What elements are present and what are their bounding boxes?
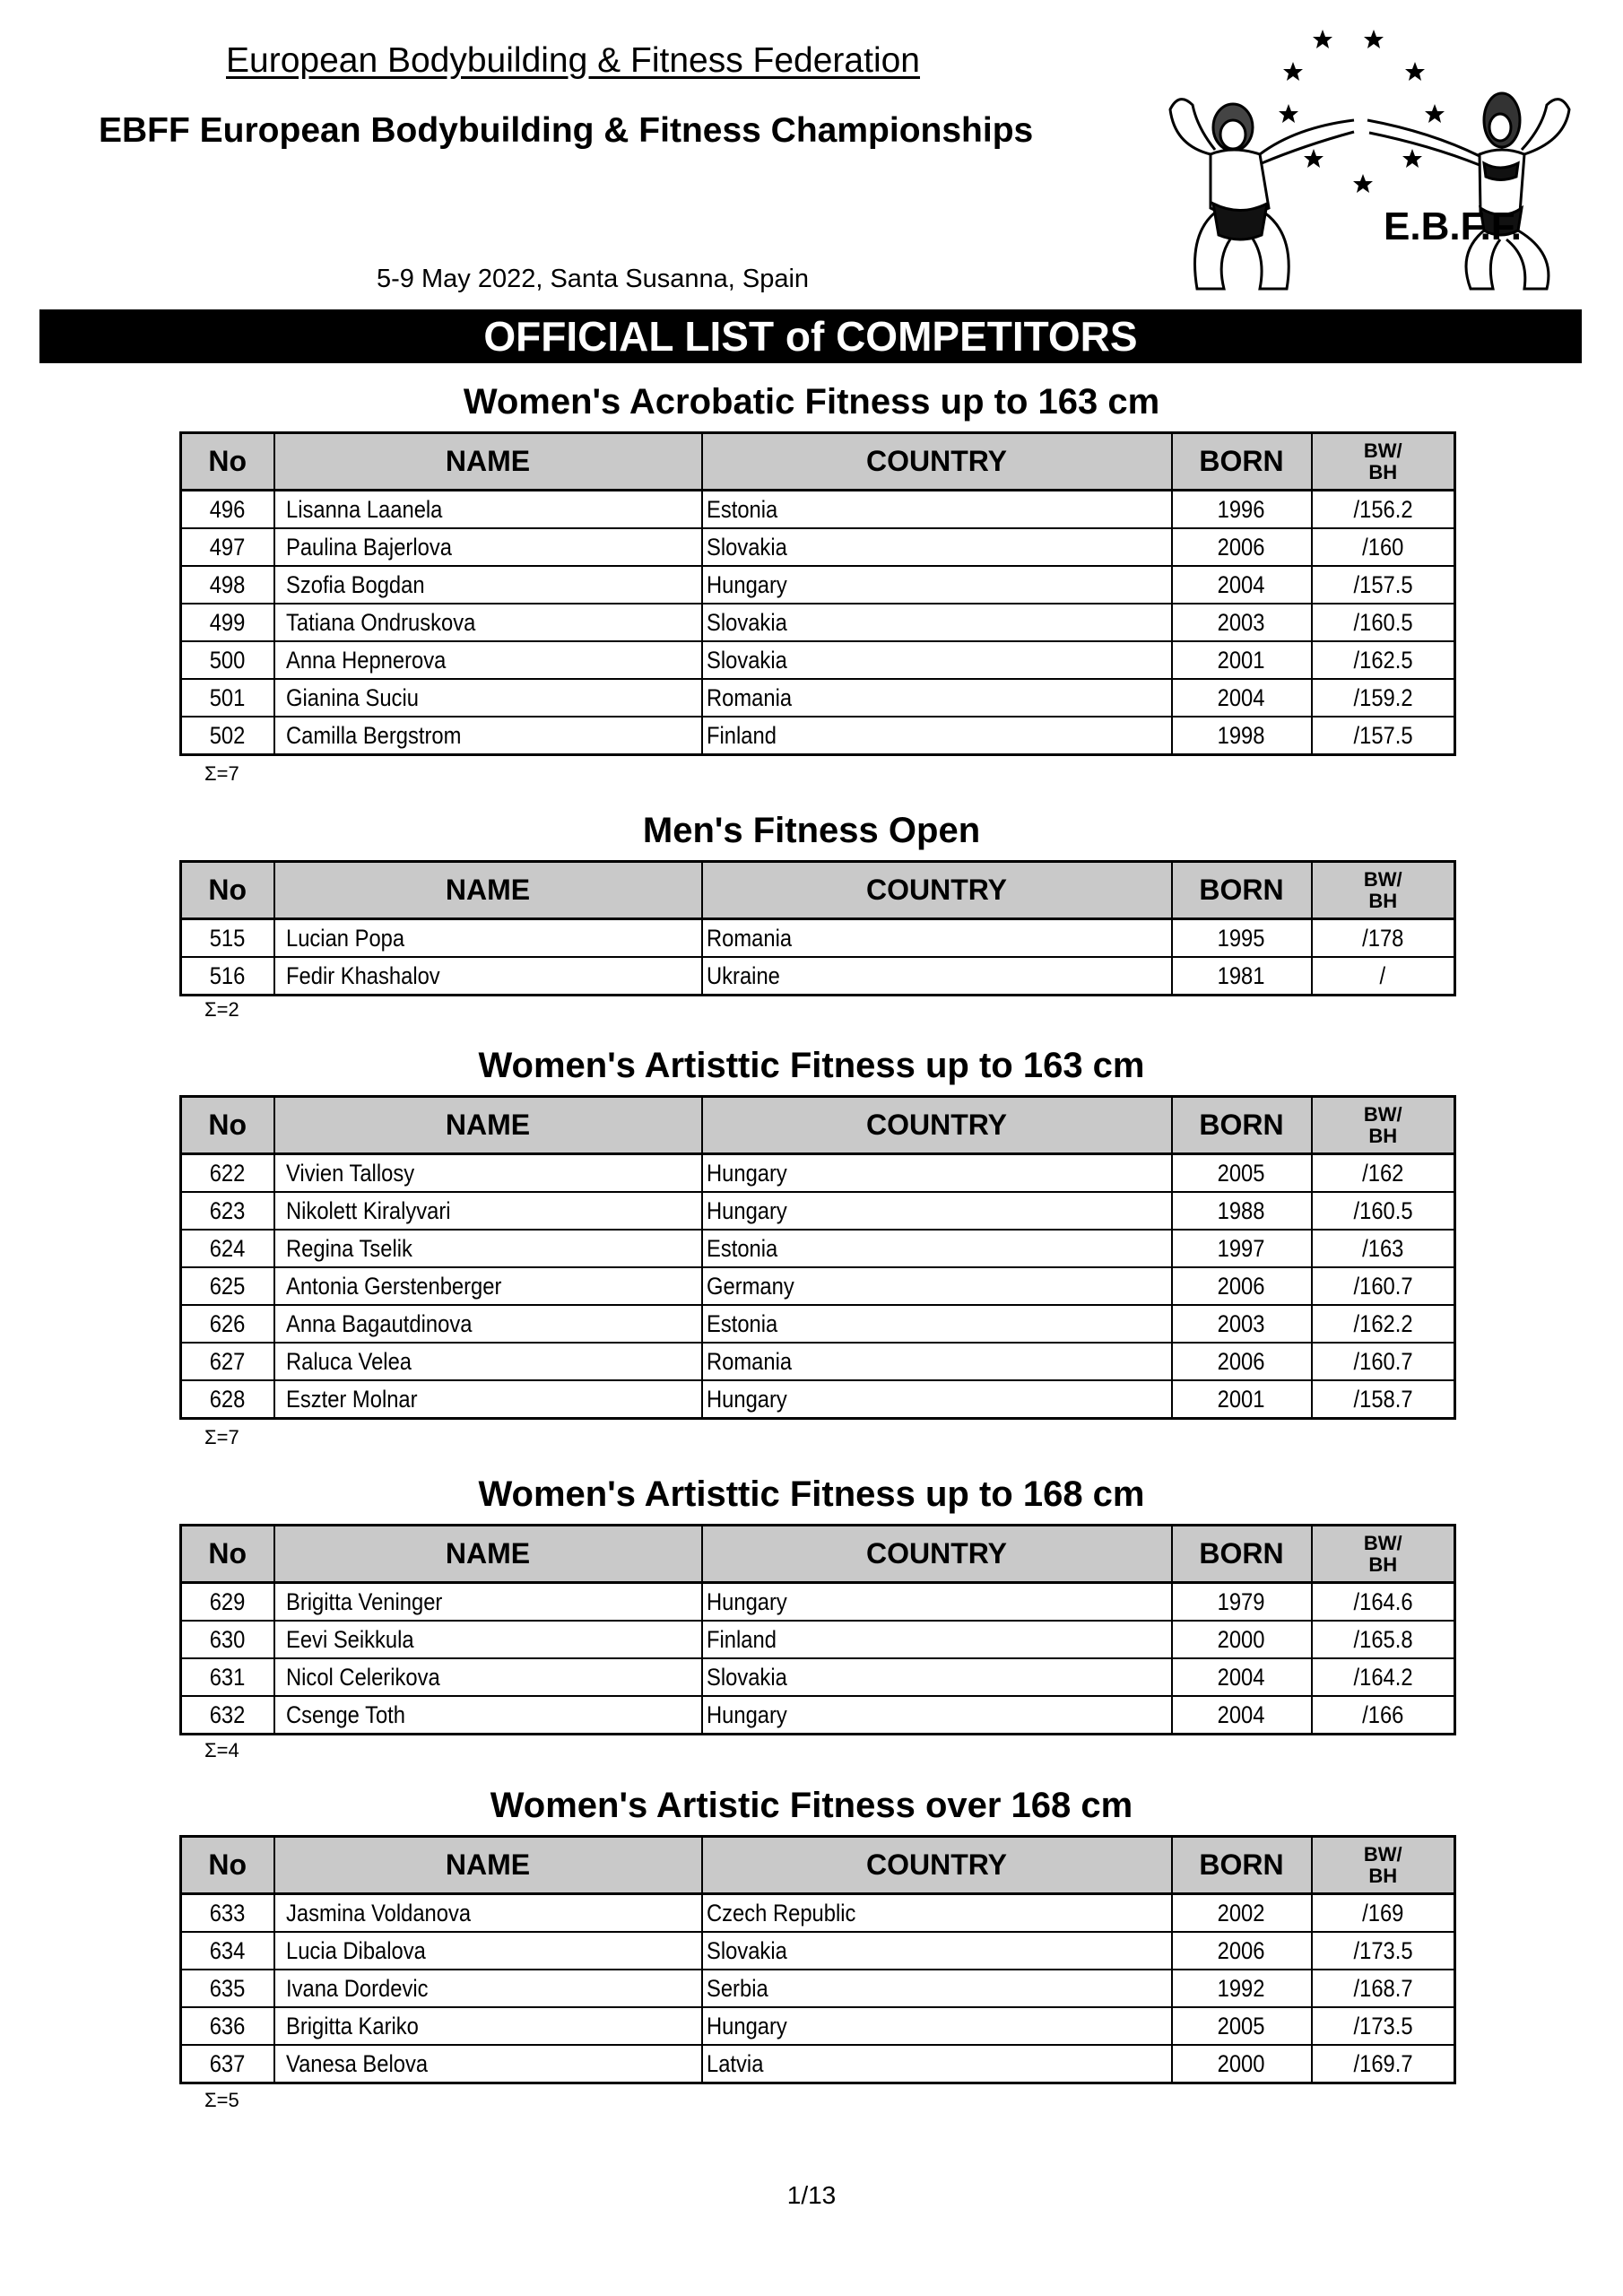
competitor-born: 2001 bbox=[1172, 641, 1312, 679]
official-list-banner: OFFICIAL LIST of COMPETITORS bbox=[39, 309, 1582, 363]
competitor-country: Hungary bbox=[702, 1380, 1172, 1419]
competitor-table bbox=[179, 1835, 1456, 2084]
competitor-bw-bh: /173.5 bbox=[1312, 1932, 1455, 1970]
competitor-name: Brigitta Kariko bbox=[274, 2007, 702, 2045]
competitor-country: Estonia bbox=[702, 491, 1172, 529]
competitor-name: Nicol Celerikova bbox=[274, 1658, 702, 1696]
competitor-number: 497 bbox=[181, 528, 274, 566]
competitor-born: 2006 bbox=[1172, 1267, 1312, 1305]
competitor-born: 2004 bbox=[1172, 1658, 1312, 1696]
competitor-name: Szofia Bogdan bbox=[274, 566, 702, 604]
category-title: Women's Artisttic Fitness up to 168 cm bbox=[478, 1474, 1145, 1514]
competitor-number: 627 bbox=[181, 1343, 274, 1380]
competitor-bw-bh: /164.6 bbox=[1312, 1583, 1455, 1622]
competitor-name: Antonia Gerstenberger bbox=[274, 1267, 702, 1305]
competitor-country: Estonia bbox=[702, 1230, 1172, 1267]
competitor-born: 2003 bbox=[1172, 1305, 1312, 1343]
competitor-bw-bh: /169 bbox=[1312, 1894, 1455, 1933]
competitor-bw-bh: /165.8 bbox=[1312, 1621, 1455, 1658]
competitor-name: Brigitta Veninger bbox=[274, 1583, 702, 1622]
competitor-name: Ivana Dordevic bbox=[274, 1970, 702, 2007]
category-total: Σ=4 bbox=[204, 1739, 239, 1761]
competitor-bw-bh: /159.2 bbox=[1312, 679, 1455, 717]
column-header-bw-bh: BW/ BH bbox=[1312, 1526, 1455, 1583]
table-row bbox=[181, 957, 1455, 996]
competitor-country: Hungary bbox=[702, 1696, 1172, 1735]
competitor-born: 1981 bbox=[1172, 957, 1312, 996]
competitor-name: Raluca Velea bbox=[274, 1343, 702, 1380]
column-header-bw-bh: BW/ BH bbox=[1312, 1097, 1455, 1154]
competitor-bw-bh: /158.7 bbox=[1312, 1380, 1455, 1419]
competitor-country: Estonia bbox=[702, 1305, 1172, 1343]
competitor-number: 628 bbox=[181, 1380, 274, 1419]
table-row bbox=[181, 2045, 1455, 2083]
competitor-country: Slovakia bbox=[702, 641, 1172, 679]
competitor-bw-bh: /163 bbox=[1312, 1230, 1455, 1267]
competitor-bw-bh: /160.7 bbox=[1312, 1267, 1455, 1305]
competitor-table bbox=[179, 1095, 1456, 1420]
competitor-table bbox=[179, 1524, 1456, 1735]
column-header-born: BORN bbox=[1172, 1837, 1312, 1894]
competitor-number: 496 bbox=[181, 491, 274, 529]
table-row bbox=[181, 1380, 1455, 1419]
table-row bbox=[181, 1267, 1455, 1305]
competitor-bw-bh: /162 bbox=[1312, 1154, 1455, 1193]
competitor-bw-bh: /169.7 bbox=[1312, 2045, 1455, 2083]
competitor-bw-bh: /166 bbox=[1312, 1696, 1455, 1735]
table-row bbox=[181, 1583, 1455, 1622]
competitor-country: Romania bbox=[702, 1343, 1172, 1380]
competitor-number: 636 bbox=[181, 2007, 274, 2045]
competitor-name: Camilla Bergstrom bbox=[274, 717, 702, 755]
category-title: Women's Artisttic Fitness up to 163 cm bbox=[478, 1046, 1145, 1085]
category-title: Women's Acrobatic Fitness up to 163 cm bbox=[463, 382, 1160, 422]
competitor-born: 2005 bbox=[1172, 2007, 1312, 2045]
competitor-bw-bh: /160.7 bbox=[1312, 1343, 1455, 1380]
column-header-country: COUNTRY bbox=[702, 433, 1172, 491]
competitor-bw-bh: /173.5 bbox=[1312, 2007, 1455, 2045]
competitor-born: 2002 bbox=[1172, 1894, 1312, 1933]
competitor-bw-bh: /160.5 bbox=[1312, 604, 1455, 641]
column-header-name: NAME bbox=[274, 862, 702, 919]
competitor-number: 498 bbox=[181, 566, 274, 604]
male-bodybuilder-illustration bbox=[1170, 100, 1354, 289]
competitor-name: Tatiana Ondruskova bbox=[274, 604, 702, 641]
competitor-born: 2004 bbox=[1172, 679, 1312, 717]
competitor-country: Ukraine bbox=[702, 957, 1172, 996]
competitor-name: Csenge Toth bbox=[274, 1696, 702, 1735]
category-total: Σ=2 bbox=[204, 998, 239, 1021]
competitor-number: 625 bbox=[181, 1267, 274, 1305]
championship-title: EBFF European Bodybuilding & Fitness Championships bbox=[99, 111, 1034, 150]
competitor-born: 1995 bbox=[1172, 919, 1312, 958]
table-row bbox=[181, 1343, 1455, 1380]
competitor-country: Hungary bbox=[702, 1192, 1172, 1230]
competitor-born: 1979 bbox=[1172, 1583, 1312, 1622]
competitor-number: 622 bbox=[181, 1154, 274, 1193]
competitor-number: 632 bbox=[181, 1696, 274, 1735]
competitor-name: Gianina Suciu bbox=[274, 679, 702, 717]
competitor-number: 499 bbox=[181, 604, 274, 641]
competitor-number: 626 bbox=[181, 1305, 274, 1343]
competitor-country: Czech Republic bbox=[702, 1894, 1172, 1933]
table-row bbox=[181, 717, 1455, 755]
table-header-row bbox=[181, 1097, 1455, 1154]
table-row bbox=[181, 1154, 1455, 1193]
competitor-country: Romania bbox=[702, 919, 1172, 958]
competitor-number: 500 bbox=[181, 641, 274, 679]
competitor-number: 637 bbox=[181, 2045, 274, 2083]
table-row bbox=[181, 491, 1455, 529]
table-row bbox=[181, 1192, 1455, 1230]
competitor-born: 1992 bbox=[1172, 1970, 1312, 2007]
competitor-born: 2003 bbox=[1172, 604, 1312, 641]
competitor-born: 1996 bbox=[1172, 491, 1312, 529]
competitor-born: 2006 bbox=[1172, 528, 1312, 566]
category-title: Men's Fitness Open bbox=[642, 811, 981, 850]
competitor-name: Anna Bagautdinova bbox=[274, 1305, 702, 1343]
column-header-bw-bh: BW/ BH bbox=[1312, 1837, 1455, 1894]
competitor-name: Eszter Molnar bbox=[274, 1380, 702, 1419]
competitor-country: Romania bbox=[702, 679, 1172, 717]
category-total: Σ=7 bbox=[204, 762, 239, 785]
table-row bbox=[181, 1894, 1455, 1933]
table-row bbox=[181, 1932, 1455, 1970]
column-header-born: BORN bbox=[1172, 1526, 1312, 1583]
competitor-table bbox=[179, 860, 1456, 996]
column-header-born: BORN bbox=[1172, 433, 1312, 491]
competitor-born: 1997 bbox=[1172, 1230, 1312, 1267]
table-row bbox=[181, 604, 1455, 641]
competitor-number: 501 bbox=[181, 679, 274, 717]
competitor-number: 631 bbox=[181, 1658, 274, 1696]
competitor-name: Anna Hepnerova bbox=[274, 641, 702, 679]
competitor-country: Hungary bbox=[702, 1583, 1172, 1622]
column-header-country: COUNTRY bbox=[702, 1526, 1172, 1583]
competitor-name: Paulina Bajerlova bbox=[274, 528, 702, 566]
competitor-bw-bh: /160.5 bbox=[1312, 1192, 1455, 1230]
federation-name: European Bodybuilding & Fitness Federation bbox=[226, 41, 920, 80]
competitor-country: Hungary bbox=[702, 566, 1172, 604]
table-row bbox=[181, 566, 1455, 604]
ebff-logo-graphic bbox=[1161, 20, 1583, 307]
competitor-country: Finland bbox=[702, 1621, 1172, 1658]
competitor-name: Lisanna Laanela bbox=[274, 491, 702, 529]
table-row bbox=[181, 919, 1455, 958]
competitor-country: Slovakia bbox=[702, 528, 1172, 566]
competitor-name: Regina Tselik bbox=[274, 1230, 702, 1267]
competitor-name: Fedir Khashalov bbox=[274, 957, 702, 996]
column-header-bw-bh: BW/ BH bbox=[1312, 433, 1455, 491]
table-header-row bbox=[181, 1526, 1455, 1583]
competitor-bw-bh: /164.2 bbox=[1312, 1658, 1455, 1696]
column-header-no: No bbox=[181, 862, 274, 919]
competitor-bw-bh: /168.7 bbox=[1312, 1970, 1455, 2007]
column-header-country: COUNTRY bbox=[702, 862, 1172, 919]
competitor-number: 516 bbox=[181, 957, 274, 996]
table-row bbox=[181, 679, 1455, 717]
competitor-number: 630 bbox=[181, 1621, 274, 1658]
column-header-no: No bbox=[181, 1526, 274, 1583]
category-total: Σ=7 bbox=[204, 1426, 239, 1448]
competitor-born: 2005 bbox=[1172, 1154, 1312, 1193]
competitor-country: Slovakia bbox=[702, 604, 1172, 641]
competitor-number: 634 bbox=[181, 1932, 274, 1970]
column-header-born: BORN bbox=[1172, 862, 1312, 919]
competitor-born: 1988 bbox=[1172, 1192, 1312, 1230]
category-total: Σ=5 bbox=[204, 2089, 239, 2111]
competitor-country: Latvia bbox=[702, 2045, 1172, 2083]
column-header-name: NAME bbox=[274, 1526, 702, 1583]
category-title: Women's Artistic Fitness over 168 cm bbox=[490, 1786, 1133, 1825]
table-row bbox=[181, 641, 1455, 679]
competitor-name: Eevi Seikkula bbox=[274, 1621, 702, 1658]
table-row bbox=[181, 1696, 1455, 1735]
competitor-name: Lucia Dibalova bbox=[274, 1932, 702, 1970]
competitor-number: 623 bbox=[181, 1192, 274, 1230]
column-header-country: COUNTRY bbox=[702, 1097, 1172, 1154]
competitor-country: Hungary bbox=[702, 2007, 1172, 2045]
table-row bbox=[181, 1970, 1455, 2007]
event-date-location: 5-9 May 2022, Santa Susanna, Spain bbox=[377, 265, 810, 293]
competitor-number: 515 bbox=[181, 919, 274, 958]
column-header-no: No bbox=[181, 433, 274, 491]
competitor-number: 502 bbox=[181, 717, 274, 755]
competitor-number: 635 bbox=[181, 1970, 274, 2007]
competitor-bw-bh: /162.5 bbox=[1312, 641, 1455, 679]
table-row bbox=[181, 1658, 1455, 1696]
column-header-country: COUNTRY bbox=[702, 1837, 1172, 1894]
competitor-name: Vanesa Belova bbox=[274, 2045, 702, 2083]
competitor-bw-bh: / bbox=[1312, 957, 1455, 996]
competitor-bw-bh: /157.5 bbox=[1312, 566, 1455, 604]
competitor-born: 2006 bbox=[1172, 1343, 1312, 1380]
competitor-country: Hungary bbox=[702, 1154, 1172, 1193]
competitor-born: 2004 bbox=[1172, 566, 1312, 604]
table-row bbox=[181, 1621, 1455, 1658]
competitor-name: Nikolett Kiralyvari bbox=[274, 1192, 702, 1230]
competitor-bw-bh: /156.2 bbox=[1312, 491, 1455, 529]
competitor-name: Lucian Popa bbox=[274, 919, 702, 958]
competitor-name: Jasmina Voldanova bbox=[274, 1894, 702, 1933]
competitor-born: 2000 bbox=[1172, 1621, 1312, 1658]
table-row bbox=[181, 2007, 1455, 2045]
competitor-bw-bh: /178 bbox=[1312, 919, 1455, 958]
competitor-born: 2001 bbox=[1172, 1380, 1312, 1419]
column-header-name: NAME bbox=[274, 1837, 702, 1894]
star-icons bbox=[1279, 30, 1445, 193]
column-header-born: BORN bbox=[1172, 1097, 1312, 1154]
ebff-logo bbox=[1161, 20, 1583, 307]
column-header-name: NAME bbox=[274, 433, 702, 491]
competitor-table bbox=[179, 431, 1456, 756]
page-number: 1/13 bbox=[786, 2181, 837, 2209]
competitor-born: 2006 bbox=[1172, 1932, 1312, 1970]
table-row bbox=[181, 1230, 1455, 1267]
competitor-bw-bh: /157.5 bbox=[1312, 717, 1455, 755]
competitor-number: 629 bbox=[181, 1583, 274, 1622]
competitor-bw-bh: /162.2 bbox=[1312, 1305, 1455, 1343]
competitor-name: Vivien Tallosy bbox=[274, 1154, 702, 1193]
table-row bbox=[181, 1305, 1455, 1343]
competitor-born: 1998 bbox=[1172, 717, 1312, 755]
logo-text: E.B.F.F. bbox=[1384, 204, 1523, 248]
competitor-country: Germany bbox=[702, 1267, 1172, 1305]
column-header-bw-bh: BW/ BH bbox=[1312, 862, 1455, 919]
table-header-row bbox=[181, 862, 1455, 919]
table-header-row bbox=[181, 1837, 1455, 1894]
column-header-name: NAME bbox=[274, 1097, 702, 1154]
competitor-number: 633 bbox=[181, 1894, 274, 1933]
competitor-number: 624 bbox=[181, 1230, 274, 1267]
column-header-no: No bbox=[181, 1097, 274, 1154]
competitor-country: Finland bbox=[702, 717, 1172, 755]
table-row bbox=[181, 528, 1455, 566]
competitor-born: 2000 bbox=[1172, 2045, 1312, 2083]
competitor-born: 2004 bbox=[1172, 1696, 1312, 1735]
female-bodybuilder-illustration bbox=[1367, 93, 1569, 289]
table-header-row bbox=[181, 433, 1455, 491]
competitor-country: Slovakia bbox=[702, 1658, 1172, 1696]
competitor-country: Serbia bbox=[702, 1970, 1172, 2007]
column-header-no: No bbox=[181, 1837, 274, 1894]
competitor-country: Slovakia bbox=[702, 1932, 1172, 1970]
competitor-bw-bh: /160 bbox=[1312, 528, 1455, 566]
